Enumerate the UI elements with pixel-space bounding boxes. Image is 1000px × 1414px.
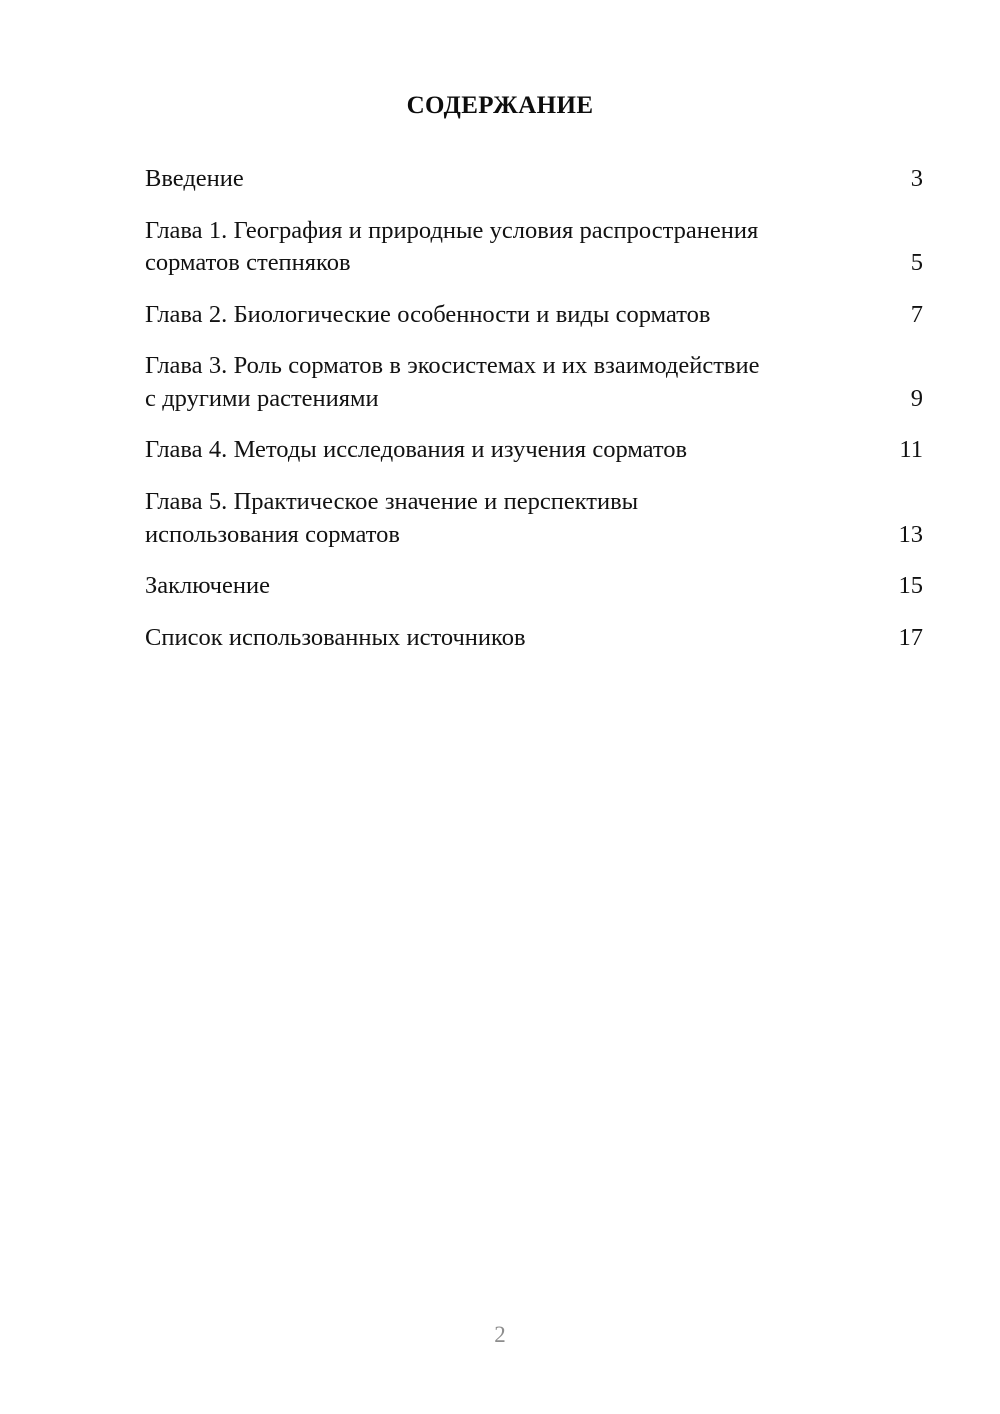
- toc-entry[interactable]: [145, 299, 923, 332]
- toc-entry-title: Список использованных источников: [145, 623, 526, 651]
- toc-entry-title: Глава 5. Практическое значение и перспективы использования сорматов: [145, 488, 639, 548]
- toc-entry-title: Заключение: [145, 572, 270, 600]
- toc-entry-page-number: 11: [899, 436, 923, 464]
- toc-entry[interactable]: [145, 570, 923, 603]
- toc-entry[interactable]: [145, 350, 923, 415]
- toc-entry-page-number: 7: [910, 300, 923, 328]
- toc-entry-page-number: 15: [898, 572, 923, 600]
- toc-entry-title: Введение: [145, 165, 244, 192]
- toc-entry-title: Глава 2. Биологические особенности и виды сорматов: [145, 300, 711, 328]
- toc-entry-title: Глава 1. География и природные условия распространения сорматов степняков: [145, 216, 759, 277]
- toc-entry[interactable]: [145, 215, 923, 280]
- table-of-contents: [145, 163, 923, 673]
- toc-entry-page-number: 17: [898, 623, 923, 651]
- toc-entry-title: Глава 4. Методы исследования и изучения сорматов: [145, 436, 688, 464]
- page-title: СОДЕРЖАНИЕ: [406, 92, 594, 119]
- toc-entry[interactable]: [145, 486, 923, 551]
- toc-entry-page-number: 3: [910, 165, 923, 192]
- toc-entry[interactable]: [145, 622, 923, 655]
- toc-entry[interactable]: [145, 434, 923, 467]
- toc-entry-title: Глава 3. Роль сорматов в экосистемах и их взаимодействие с другими растениями: [145, 352, 760, 412]
- page-number-footer: 2: [494, 1322, 506, 1347]
- toc-entry-page-number: 5: [910, 249, 923, 277]
- toc-entry-page-number: 13: [898, 520, 923, 548]
- toc-entry[interactable]: [145, 163, 923, 196]
- toc-entry-page-number: 9: [910, 384, 923, 412]
